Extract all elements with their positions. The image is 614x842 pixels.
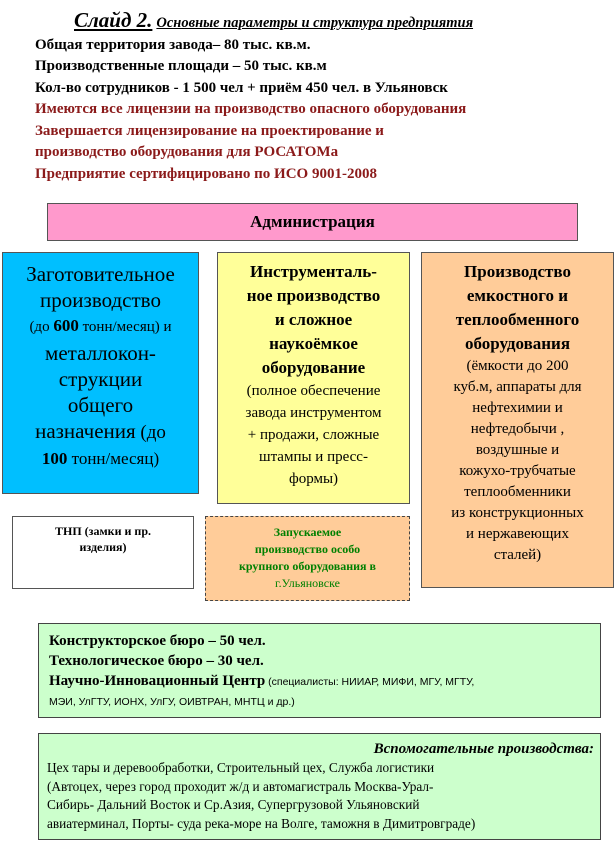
box-line: сталей) <box>493 547 542 563</box>
box-line: авиатерминал, Порты- суда река-море на Волге, таможня в Димитровграде) <box>47 815 476 831</box>
box-line: Технологическое бюро – 30 чел. <box>49 653 264 669</box>
box-line: производство <box>40 288 161 312</box>
box-text: 100 <box>41 449 68 468</box>
license-line: производство оборудования для РОСАТОМа <box>35 144 339 160</box>
fact-employees: Кол-во сотрудников - 1 500 чел + приём 450 чел. в Ульяновск <box>35 80 448 96</box>
box-line: и сложное <box>274 310 353 329</box>
box-line: и нержавеющих <box>466 526 569 542</box>
box-line: Запускаемое <box>273 525 342 539</box>
box-line: ное производство <box>246 286 381 305</box>
auxiliary-production-box <box>38 733 601 840</box>
administration-box: Администрация <box>47 203 578 241</box>
box-line: оборудования <box>464 334 571 353</box>
box-heading: Вспомогательные производства: <box>373 741 594 757</box>
box-line: крупного оборудования в <box>238 559 377 573</box>
engineering-bureau-box <box>38 623 601 718</box>
box-line: Конструкторское бюро – 50 чел. <box>49 633 266 649</box>
slide-subtitle: Основные параметры и структура предприятия <box>156 15 474 31</box>
box-line: штампы и пресс- <box>259 449 368 465</box>
box-line: оборудование <box>261 358 366 377</box>
tooling-production-box <box>217 252 410 504</box>
box-line: куб.м, аппараты для <box>453 379 582 395</box>
box-text: (специалисты: НИИАР, МИФИ, МГУ, МГТУ, <box>265 676 475 688</box>
blanking-production-box <box>2 252 199 494</box>
box-line: + продажи, сложные <box>247 427 380 443</box>
box-line: теплообменного <box>455 310 580 329</box>
box-line: струкции <box>58 367 143 391</box>
box-line: Заготовительное <box>26 262 175 286</box>
box-text: тонн/месяц) <box>67 449 160 468</box>
box-text: Научно-Инновационный Центр <box>49 673 266 689</box>
box-line: (Автоцех, через город проходит ж/д и автомагистраль Москва-Урал- <box>47 778 434 794</box>
license-line: Завершается лицензирование на проектирование и <box>35 123 384 139</box>
box-line: кожухо-трубчатые <box>459 463 576 479</box>
box-line: из конструкционных <box>451 505 584 521</box>
ulyanovsk-launch-box <box>205 516 410 601</box>
fact-production-area: Производственные площади – 50 тыс. кв.м <box>35 58 327 74</box>
box-text: (до <box>135 422 166 443</box>
box-line: теплообменники <box>464 484 571 500</box>
box-text: (до <box>29 319 54 335</box>
box-line: МЭИ, УлГТУ, ИОНХ, УлГУ, ОИВТРАН, МНТЦ и др.) <box>49 696 295 708</box>
box-line: (ёмкости до 200 <box>466 358 569 374</box>
box-line: завода инструментом <box>245 405 382 421</box>
box-line: нефтехимии и <box>472 400 563 416</box>
box-text: 600 <box>53 316 79 335</box>
box-text: назначения <box>35 419 136 443</box>
box-text: тонн/месяц) и <box>78 319 172 335</box>
slide-title <box>74 8 594 33</box>
box-line <box>49 671 600 692</box>
license-line: Предприятие сертифицировано по ИСО 9001-2008 <box>35 166 377 182</box>
box-line: воздушные и <box>475 442 560 458</box>
box-line <box>3 418 198 446</box>
vessel-production-box <box>421 252 614 588</box>
box-line: емкостного и <box>466 286 569 305</box>
box-line: Инструменталь- <box>250 262 377 281</box>
box-line: Цех тары и деревообработки, Строительный цех, Служба логистики <box>47 760 435 775</box>
box-line: ТНП (замки и пр. <box>55 524 151 538</box>
box-line: г.Ульяновске <box>275 576 340 590</box>
box-line: наукоёмкое <box>269 334 358 353</box>
box-line: формы) <box>288 471 339 487</box>
box-line: (полное обеспечение <box>246 383 381 399</box>
consumer-goods-box <box>12 516 194 589</box>
slide-number: Слайд 2. <box>74 8 153 32</box>
box-line: Производство <box>464 262 571 281</box>
license-line: Имеются все лицензии на производство опасного оборудования <box>35 101 467 117</box>
box-line: нефтедобычи , <box>470 421 565 437</box>
box-line <box>3 446 198 472</box>
box-line <box>3 313 198 340</box>
box-line: общего <box>67 393 134 417</box>
box-line: Сибирь- Дальний Восток и Ср.Азия, Супергрузовой Ульяновский <box>47 797 420 813</box>
box-line: изделия) <box>79 540 127 554</box>
fact-territory: Общая территория завода– 80 тыс. кв.м. <box>35 37 311 53</box>
box-line: металлокон- <box>45 341 156 365</box>
box-line: производство особо <box>254 542 361 556</box>
